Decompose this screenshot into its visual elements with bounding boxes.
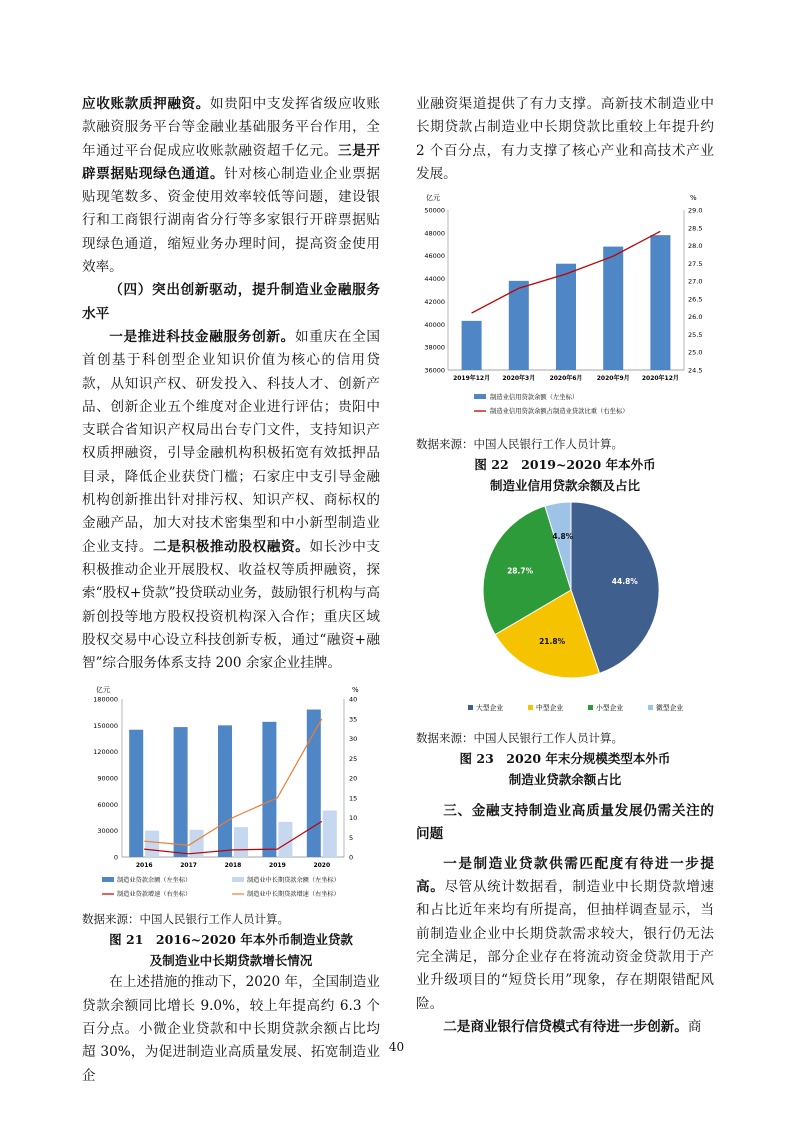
text-run: 如贵阳中支发挥省级应收账款融资服务平台等金融业基础服务平台作用，全年通过平台促成应收账款融资超千亿元。 (82, 96, 381, 159)
x-tick-label: 2020年6月 (549, 375, 583, 383)
line-loan-growth (144, 822, 322, 854)
chart22-caption (416, 454, 714, 496)
y-tick-label: 48000 (424, 229, 445, 238)
y2-tick-label: 20 (349, 774, 358, 783)
x-tick-label: 2020年12月 (641, 375, 679, 383)
bar-midlong-loan (145, 831, 159, 857)
chart-fig21 (82, 681, 380, 909)
pie-value-label: 28.7% (507, 566, 534, 576)
paragraph-innovation (82, 326, 380, 675)
x-tick-label: 2020年3月 (502, 375, 536, 383)
y2-tick-label: 28.5 (688, 224, 703, 233)
chart21-caption-line2: 及制造业中长期贷款增长情况 (149, 953, 313, 969)
bar-credit-loan (556, 264, 576, 370)
y2-tick-label: 27.0 (688, 277, 703, 286)
right-column (416, 93, 714, 1039)
y2-tick-label: 40 (349, 695, 358, 704)
bar-manufacturing-loan (174, 728, 188, 858)
chart22-source: 数据来源：中国人民银行工作人员计算。 (416, 437, 623, 452)
y2-tick-label: 29.0 (688, 206, 703, 215)
bar-manufacturing-loan (218, 726, 232, 858)
bar-credit-loan (509, 281, 529, 370)
legend-label: 制造业中长期贷款余额（左坐标） (247, 877, 340, 885)
y2-tick-label: 24.5 (688, 366, 703, 375)
legend-swatch-loan (102, 877, 114, 882)
x-tick-label: 2019年12月 (453, 375, 491, 383)
legend-label: 中型企业 (536, 704, 564, 713)
x-tick-label: 2017 (180, 862, 197, 870)
x-tick-label: 2018 (224, 862, 242, 870)
pie-value-label: 44.8% (611, 577, 638, 587)
bar-manufacturing-loan (129, 730, 143, 857)
text-run: 一是制造业贷款供需匹配度有待进一步提高。 (416, 855, 714, 896)
legend-swatch (528, 705, 533, 710)
legend-label: 制造业中长期贷款增速（右坐标） (247, 891, 340, 899)
legend-swatch (468, 705, 473, 710)
legend-swatch-credit (474, 394, 486, 399)
chart22-caption-line1: 图 22 2019~2020 年本外币 (474, 457, 656, 473)
chart-fig23 (416, 498, 714, 724)
bar-midlong-loan (323, 811, 337, 858)
chart23-source: 数据来源：中国人民银行工作人员计算。 (416, 731, 623, 746)
bar-midlong-loan (278, 822, 292, 857)
y-tick-label: 180000 (93, 695, 118, 704)
legend-label: 小型企业 (596, 704, 624, 713)
chart-fig22 (416, 190, 714, 430)
text-run: 商 (687, 1018, 702, 1035)
left-column (82, 93, 380, 1088)
y2-tick-label: 25.0 (688, 348, 703, 357)
x-tick-label: 2019 (269, 862, 286, 870)
x-tick-label: 2016 (135, 862, 153, 870)
x-tick-label: 2020年9月 (596, 375, 630, 383)
section-heading-4: （四）突出创新驱动，提升制造业金融服务水平 (82, 282, 380, 322)
y2-tick-label: 25 (349, 755, 358, 764)
paragraph-results: 在上述措施的推动下，2020 年，全国制造业贷款余额同比增长 9.0%，较上年提高约 6.3 个百分点。小微企业贷款和中长期贷款余额占比均超 30%，为促进制造业高质量发展、拓宽制造业企 (82, 974, 380, 1084)
legend-label: 微型企业 (656, 704, 684, 713)
y2-tick-label: 27.5 (688, 260, 703, 269)
chart23-caption-line1: 图 23 2020 年末分规模类型本外币 (459, 751, 671, 767)
y-tick-label: 44000 (424, 275, 445, 284)
pie-value-label: 4.8% (552, 532, 574, 542)
y2-tick-label: 5 (349, 834, 354, 843)
legend-label: 制造业信用贷款余额（左坐标） (490, 394, 579, 402)
text-run: 如长沙中支积极推动企业开展股权、收益权等质押融资，探索“股权+贷款”投贷联动业务，鼓励银行机构与高新创投等地方股权投资机构深入合作；重庆区域股权交易中心设立科技创新专板，通过“融资+融智”综合服务体系支持 200 余家企业挂牌。 (82, 538, 381, 672)
y-tick-label: 150000 (93, 722, 118, 731)
text-run: 二是商业银行信贷模式有待进一步创新。 (443, 1018, 688, 1035)
text-run: 二是积极推动股权融资。 (153, 538, 310, 555)
text-run: 应收账款质押融资。 (82, 96, 210, 112)
line-midlong-growth (144, 719, 322, 845)
pie-value-label: 21.8% (539, 637, 566, 647)
paragraph-supply-demand (416, 853, 714, 1016)
y2-tick-label: 26.5 (688, 295, 703, 304)
bar-credit-loan (650, 235, 670, 370)
legend-label: 大型企业 (476, 704, 504, 713)
legend-swatch-midlong (232, 877, 244, 882)
text-run: 针对核心制造业企业票据贴现笔数多、资金使用效率较低等问题，建设银行和工商银行湖南省分行等多家银行开辟票据贴现绿色通道，缩短业务办理时间，提高资金使用效率。 (82, 165, 380, 276)
bar-midlong-loan (234, 828, 248, 858)
bar-credit-loan (462, 321, 482, 370)
legend-label: 制造业贷款余额（左坐标） (117, 877, 192, 885)
y-tick-label: 40000 (424, 320, 445, 329)
x-tick-label: 2020 (313, 862, 331, 870)
section-heading-3: 三、金融支持制造业高质量发展仍需关注的问题 (416, 803, 714, 843)
legend-label: 制造业贷款增速（右坐标） (117, 891, 192, 899)
bar-credit-loan (603, 247, 623, 370)
left-axis-unit: 亿元 (96, 686, 110, 695)
bar-manufacturing-loan (307, 710, 321, 857)
chart21-source: 数据来源：中国人民银行工作人员计算。 (82, 912, 289, 927)
page-number: 40 (388, 1040, 405, 1054)
text-run: 尽管从统计数据看，制造业中长期贷款增速和占比近年来均有所提高，但抽样调查显示，当前制造业企业中长期贷款需求较大，银行仍无法完全满足，部分企业存在将流动资金贷款用于产业升级项目的“短贷长用”现象，存在期限错配风险。 (416, 879, 715, 1012)
y2-tick-label: 28.0 (688, 242, 703, 251)
paragraph-receivables (82, 93, 380, 279)
right-axis-unit: % (690, 194, 697, 203)
y-tick-label: 46000 (424, 252, 445, 261)
chart21-caption-line1: 图 21 2016~2020 年本外币制造业贷款 (109, 932, 353, 948)
bar-manufacturing-loan (262, 722, 276, 857)
text-run: 如重庆在全国首创基于科创型企业知识价值为核心的信用贷款，从知识产权、研发投入、科技人才、创新产品、创新企业五个维度对企业进行评估；贵阳中支联合省知识产权局出台专门文件，支持知识产权质押融资，引导金融机构积极拓宽有效抵押品目录，降低企业获贷门槛；石家庄中支引导金融机构创新推出针对排污权、知识产权、商标权的金融产品，加大对技术密集型和中小新型制造业企业支持。 (82, 328, 381, 555)
paragraph-continuation: 业融资渠道提供了有力支撑。高新技术制造业中长期贷款占制造业中长期贷款比重较上年提升约 2 个百分点，有力支撑了核心产业和高技术产业发展。 (416, 96, 714, 182)
y2-tick-label: 26.0 (688, 313, 703, 322)
y-tick-label: 36000 (424, 366, 445, 375)
legend-swatch (588, 705, 593, 710)
text-run: 一是推进科技金融服务创新。 (109, 328, 295, 345)
left-axis-unit: 亿元 (426, 194, 440, 203)
y2-tick-label: 25.5 (688, 331, 703, 340)
chart23-caption (416, 748, 714, 790)
legend-swatch (648, 705, 653, 710)
right-axis-unit: % (352, 686, 359, 695)
y2-tick-label: 35 (349, 715, 358, 724)
y2-tick-label: 30 (349, 735, 358, 744)
chart23-caption-line2: 制造业贷款余额占比 (508, 772, 622, 788)
paragraph-credit-model (416, 1016, 714, 1039)
y2-tick-label: 0 (349, 853, 354, 862)
y-tick-label: 50000 (424, 206, 445, 215)
y-tick-label: 90000 (97, 774, 118, 783)
chart22-caption-line2: 制造业信用贷款余额及占比 (489, 478, 640, 494)
y-tick-label: 38000 (424, 343, 445, 352)
y-tick-label: 120000 (93, 748, 118, 757)
text-run: 三是开辟票据贴现绿色通道。 (82, 142, 381, 182)
y-tick-label: 60000 (97, 801, 118, 810)
y-tick-label: 0 (113, 853, 118, 862)
legend-label: 制造业信用贷款余额占制造业贷款比重（右坐标） (490, 408, 629, 416)
y-tick-label: 42000 (424, 298, 445, 307)
y2-tick-label: 10 (349, 814, 358, 823)
y2-tick-label: 15 (349, 794, 358, 803)
y-tick-label: 30000 (97, 827, 118, 836)
chart21-caption (82, 929, 380, 971)
